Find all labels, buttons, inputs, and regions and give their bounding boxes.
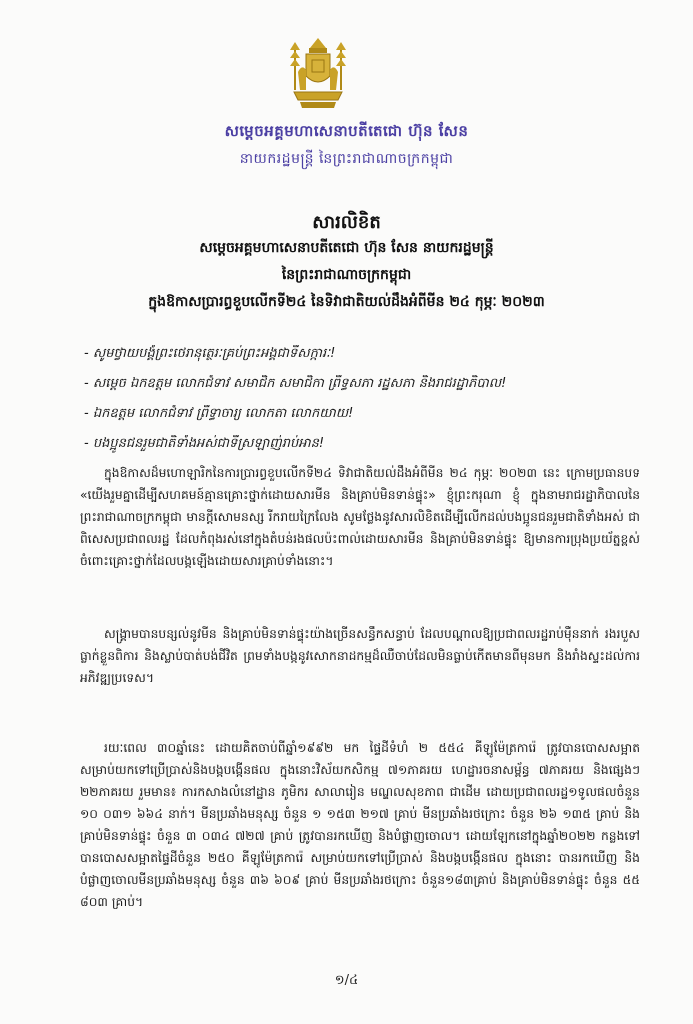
body-paragraph: ក្នុងឱកាសដ៏មហោឡារិកនៃការប្រារព្ធខួបលើកទី២៤ ទិវាជាតិយល់ដឹងអំពីមីន ២៤ កុម្ភៈ ២០២៣ នេះ ក្រោមប្រធានបទ «យើងរួមគ្នាដើម្បីសហគមន៍គ្មានគ្រោះថ្នាក់ដោយសារមីន និងគ្រាប់មិនទាន់ផ្ទុះ» ខ្ញុំព្រះករុណា ខ្ញុំ ក្នុងនាមរាជរដ្ឋាភិបាលនៃព្រះរាជាណាចក្រកម្ពុជា មានក្តីសោមនស្ស រីករាយក្រៃលែង សូមថ្លែងនូវសារលិខិតដើម្បីលើកដល់បងប្អូនជនរួមជាតិទាំងអស់ ជាពិសេសប្រជាពលរដ្ឋ ដែលកំពុងរស់នៅក្នុងតំបន់រងផលប៉ះពាល់ដោយសារមីន និងគ្រាប់មិនទាន់ផ្ទុះ ឱ្យមានការប្រុងប្រយ័ត្នខ្ពស់ចំពោះគ្រោះថ្នាក់ដែលបង្កឡើងដោយសារគ្រាប់ទាំងនោះ។	[80, 466, 640, 568]
office-holder-title: សម្តេចអគ្គមហាសេនាបតីតេជោ ហ៊ុន សែន	[224, 122, 469, 140]
greeting-item: - សូមថ្វាយបង្គំព្រះថេរានុត្ថេរៈគ្រប់ព្រះអង្គជាទីសក្ការៈ!	[84, 346, 336, 361]
body-paragraph: រយៈពេល ៣០ឆ្នាំនេះ ដោយគិតចាប់ពីឆ្នាំ១៩៩២ មក ផ្ទៃដីទំហំ ២ ៥៥៤ គីឡូម៉ែត្រការ៉េ ត្រូវបានបោសសម្អាតសម្រាប់យកទៅប្រើប្រាស់និងបង្កបង្កើនផល ក្នុងនោះវិស័យកសិកម្ម ៧១ភាគរយ ហេដ្ឋារចនាសម្ព័ន្ធ ៧ភាគរយ និងផ្សេងៗ ២២ភាគរយ រួមមាន៖ ការកសាងលំនៅដ្ឋាន ភូមិករ សាលារៀន មណ្ឌលសុខភាព ជាដើម ដោយប្រជាពលរដ្ឋ១ទូលផលចំនួន ១០ ០៣១ ៦៦៤ នាក់។ មីនប្រឆាំងមនុស្ស ចំនួន ១ ១៥៣ ២១៧ គ្រាប់ មីនប្រឆាំងរថក្រោះ ចំនួន ២៦ ១៣៥ គ្រាប់ និងគ្រាប់មិនទាន់ផ្ទុះ ចំនួន ៣ ០៣៤ ៧២៧ គ្រាប់ ត្រូវបានរកឃើញ និងបំផ្លាញចោល។ ដោយឡែកនៅក្នុងឆ្នាំ២០២២ កន្លងទៅ បានបោសសម្អាតផ្ទៃដីចំនួន ២៥០ គីឡូម៉ែត្រការ៉េ សម្រាប់យកទៅប្រើប្រាស់ និងបង្កបង្កើនផល ក្នុងនោះ បានរកឃើញ និងបំផ្លាញចោលមីនប្រឆាំងមនុស្ស ចំនួន ៣៦ ៦០៩ គ្រាប់ មីនប្រឆាំងរថក្រោះ ចំនួន១៨៣គ្រាប់ និងគ្រាប់មិនទាន់ផ្ទុះ ចំនួន ៥៥ ៨០៣ គ្រាប់។	[80, 741, 640, 909]
page-number: ១/៤	[334, 973, 359, 988]
greeting-item: - សម្តេច ឯកឧត្តម លោកជំទាវ សមាជិក សមាជិកា ព្រឹទ្ធសភា រដ្ឋសភា និងរាជរដ្ឋាភិបាល!	[84, 376, 507, 391]
greeting-list	[84, 345, 624, 465]
greeting-item: - បងប្អូនជនរួមជាតិទាំងអស់ជាទីស្រឡាញ់រាប់អាន!	[84, 436, 325, 451]
document-heading: សារលិខិត	[312, 212, 381, 233]
document-subtitle-line3: ក្នុងឱកាសប្រារព្ធខួបលើកទី២៤ នៃទិវាជាតិយល់ដឹងអំពីមីន ២៤ កុម្ភៈ ២០២៣	[148, 294, 545, 310]
royal-coat-of-arms-emblem	[288, 36, 348, 114]
document-subtitle-line1: សម្តេចអគ្គមហាសេនាបតីតេជោ ហ៊ុន សែន នាយករដ្ឋមន្ត្រី	[199, 240, 494, 256]
document-subtitle-line2: នៃព្រះរាជាណាចក្រកម្ពុជា	[281, 267, 412, 283]
office-holder-position: នាយករដ្ឋមន្ត្រី នៃព្រះរាជាណាចក្រកម្ពុជា	[239, 151, 454, 167]
greeting-item: - ឯកឧត្តម លោកជំទាវ ព្រឹទ្ធាចារ្យ លោកតា លោកយាយ!	[84, 406, 354, 421]
body-paragraph: សង្គ្រាមបានបន្សល់នូវមីន និងគ្រាប់មិនទាន់ផ្ទុះយ៉ាងច្រើនសន្ធឹកសន្ធាប់ ដែលបណ្តាលឱ្យប្រជាពលរដ្ឋរាប់ម៉ឺននាក់ រងរបួស ធ្លាក់ខ្លួនពិការ និងស្លាប់បាត់បង់ជីវិត ព្រមទាំងបង្កនូវសោកនាដកម្មដ៏ឈឺចាប់ដែលមិនធ្លាប់កើតមានពីមុនមក និងរាំងស្ទះដល់ការអភិវឌ្ឍប្រទេស។	[80, 627, 640, 685]
